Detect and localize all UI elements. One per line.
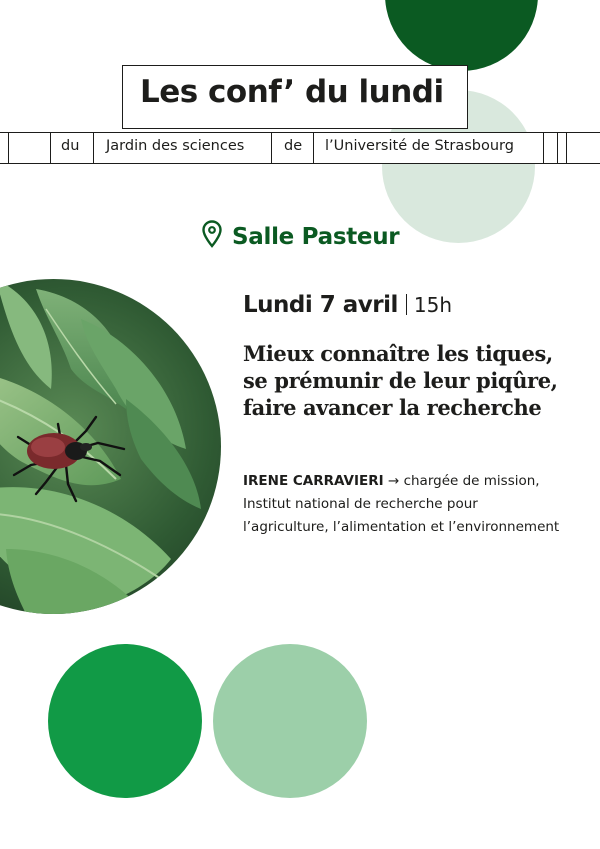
- date-separator: [406, 294, 407, 315]
- event-time: 15h: [413, 293, 453, 317]
- date-line: [243, 292, 452, 318]
- venue-label: Salle Pasteur: [232, 224, 400, 250]
- title-box: [122, 65, 468, 129]
- strip-divider: [8, 133, 9, 163]
- strip-text-du: du: [61, 138, 80, 154]
- talk-title: Mieux connaître les tiques, se prémunir de leur piqûre, faire avancer la recherche: [243, 341, 558, 420]
- event-date: Lundi 7 avril: [243, 292, 398, 318]
- strip-divider: [271, 133, 272, 163]
- strip-divider: [50, 133, 51, 163]
- light-green-circle: [213, 644, 367, 798]
- speaker-info: [243, 470, 563, 539]
- arrow-icon: →: [387, 473, 400, 489]
- organizer-strip: [0, 132, 600, 164]
- speaker-name: IRENE CARRAVIERI: [243, 473, 384, 489]
- strip-divider: [557, 133, 558, 163]
- dark-green-circle: [385, 0, 538, 71]
- strip-text-de: de: [284, 138, 303, 154]
- strip-divider: [93, 133, 94, 163]
- strip-divider: [543, 133, 544, 163]
- strip-text-jardin: Jardin des sciences: [106, 138, 245, 154]
- tick-on-leaf-image: [0, 279, 221, 614]
- page-title: Les conf’ du lundi: [140, 74, 444, 110]
- strip-text-universite: l’Université de Strasbourg: [325, 138, 514, 154]
- strip-divider: [313, 133, 314, 163]
- speaker-role: chargée de mission, Institut national de recherche pour l’agriculture, l’alimentation et l’environnement: [243, 473, 560, 535]
- location-pin-icon: [202, 220, 222, 248]
- strip-divider: [566, 133, 567, 163]
- green-circle: [48, 644, 202, 798]
- tick-photo: [0, 279, 221, 614]
